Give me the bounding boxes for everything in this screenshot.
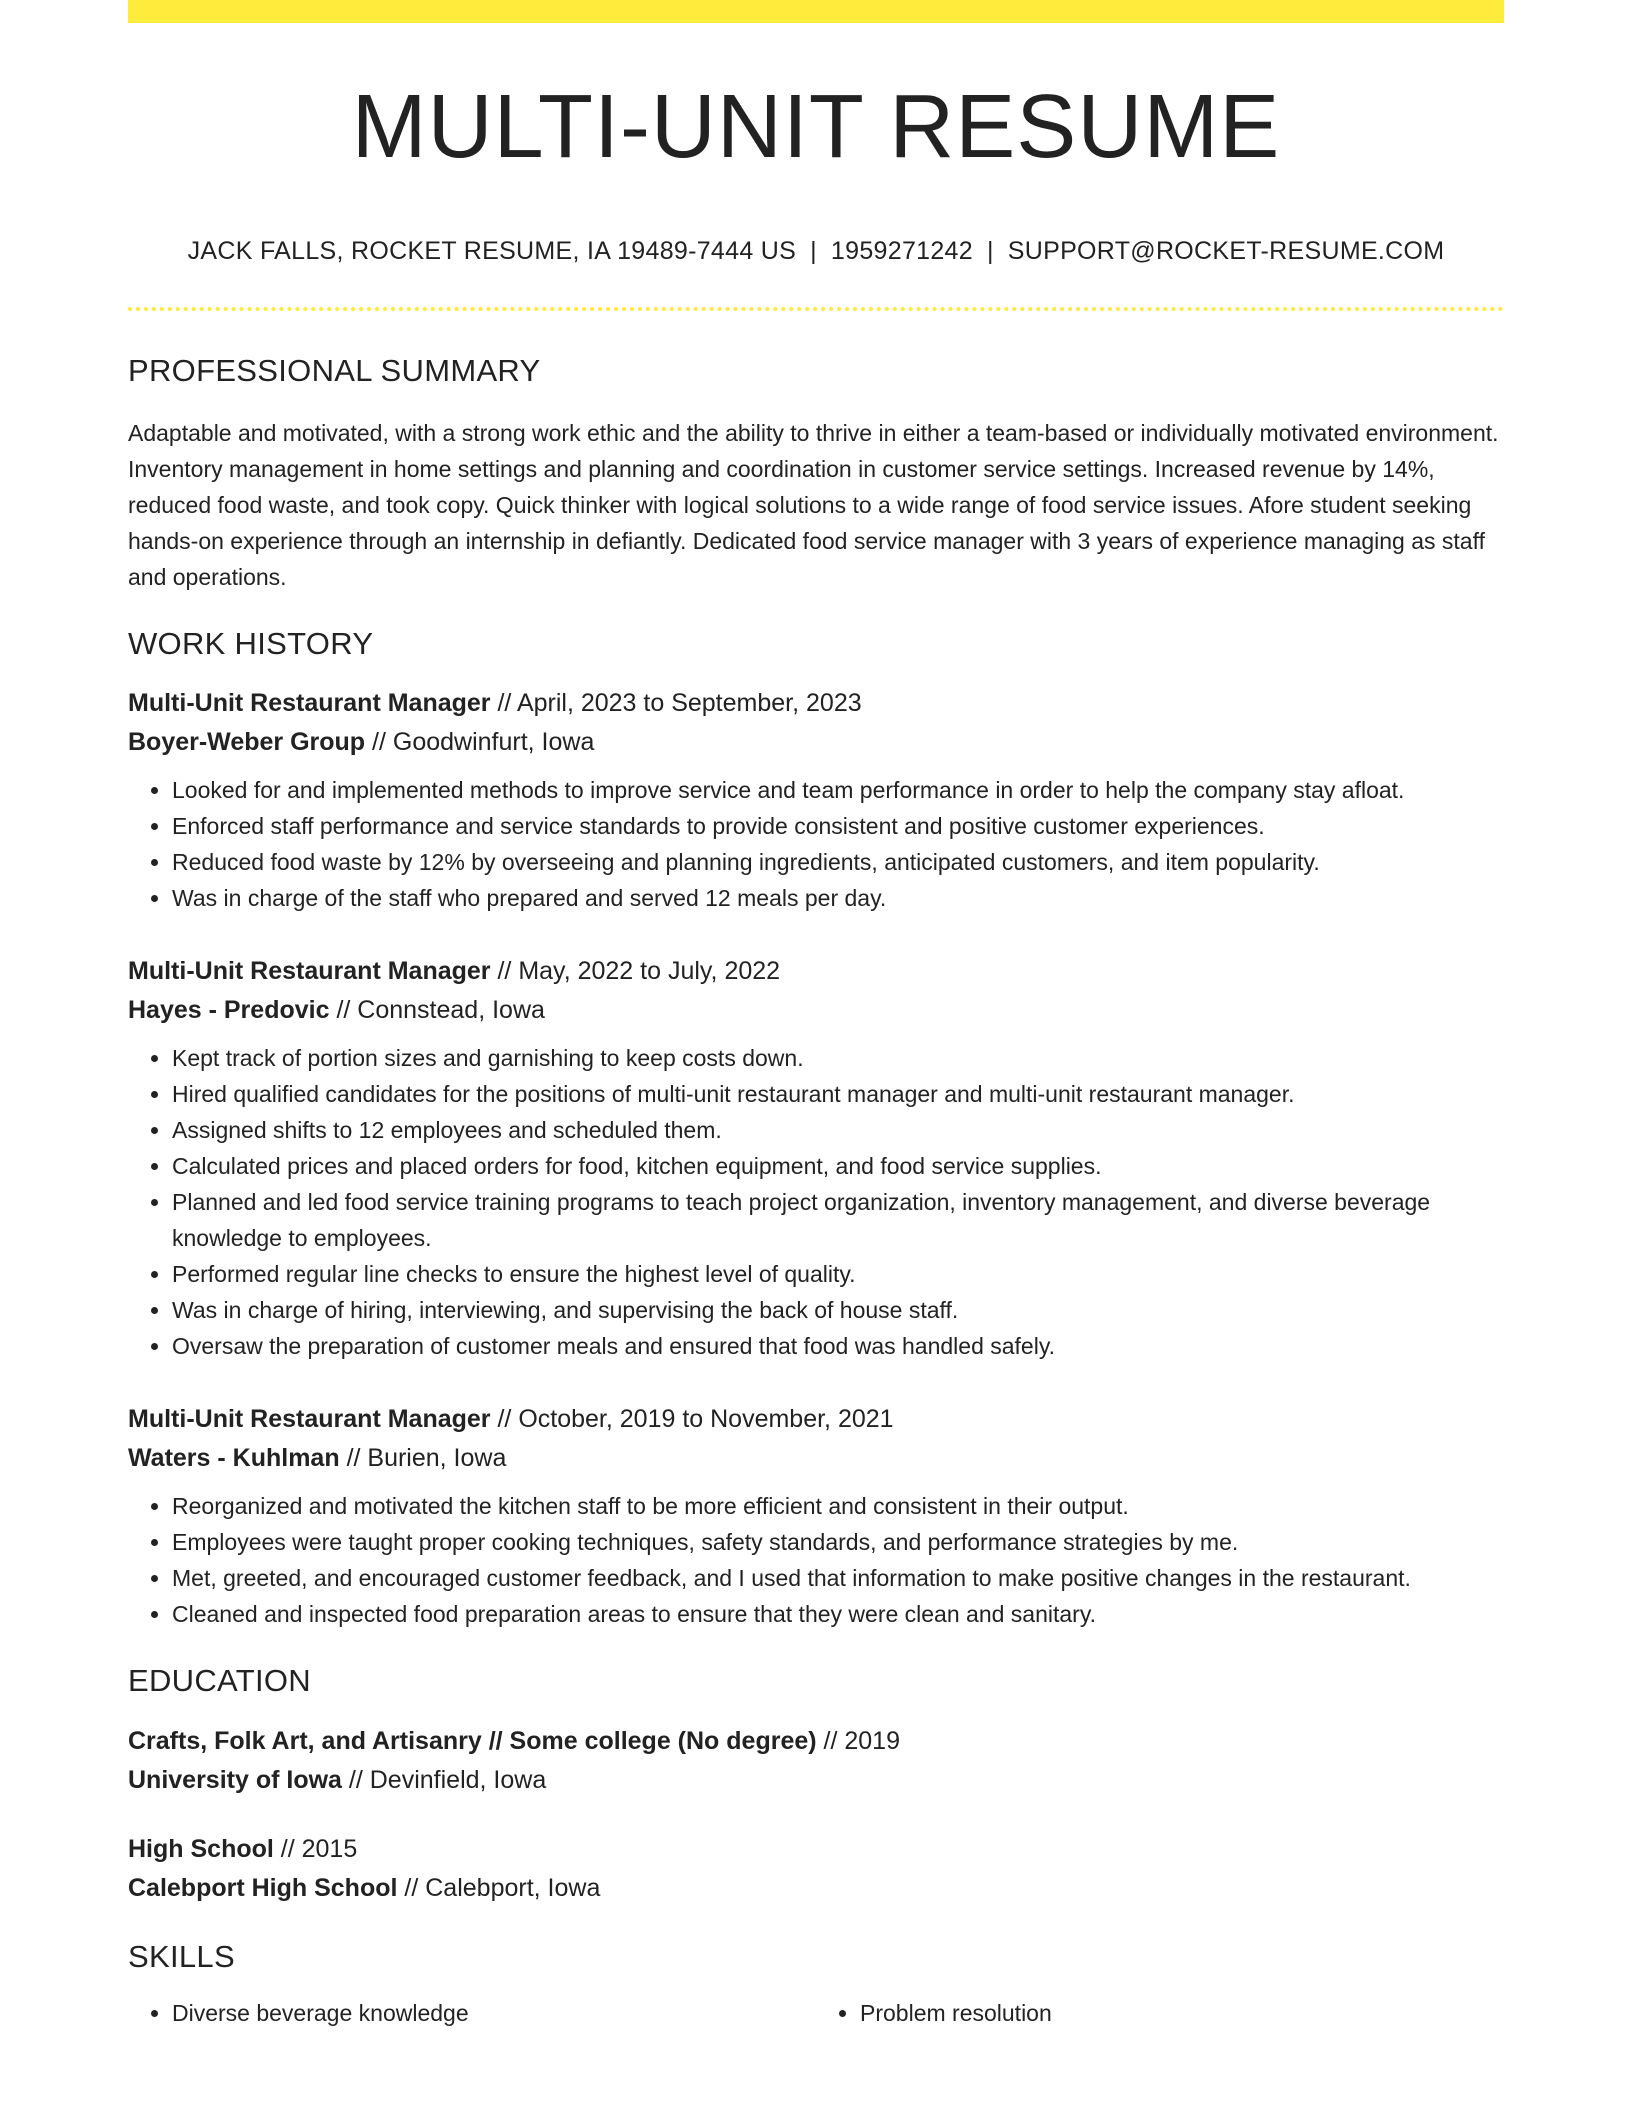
contact-separator: | (986, 237, 994, 265)
accent-top-bar (128, 0, 1504, 23)
contact-line (128, 237, 1504, 266)
job-company-line (128, 1439, 1504, 1478)
page-title: MULTI-UNIT RESUME (351, 77, 1281, 177)
education-degree-line (128, 1830, 1504, 1869)
bullet-item: • Was in charge of hiring, interviewing, and supervising the back of house staff. (172, 1292, 1504, 1328)
section-heading-summary: PROFESSIONAL SUMMARY (128, 353, 541, 388)
education-section (128, 1662, 1504, 1907)
education-year: // 2019 (823, 1726, 900, 1755)
job-entry (128, 684, 1504, 916)
job-company: Waters - Kuhlman (128, 1444, 340, 1473)
bullet-item: • Calculated prices and placed orders for food, kitchen equipment, and food service supplies. (172, 1148, 1504, 1184)
job-company-line (128, 723, 1504, 762)
dotted-divider (128, 307, 1504, 311)
job-company-line (128, 991, 1504, 1030)
job-dates: // April, 2023 to September, 2023 (497, 689, 862, 718)
job-location: // Connstead, Iowa (336, 996, 545, 1025)
contact-phone: 1959271242 (830, 237, 973, 265)
skills-right-column (816, 1995, 1504, 2031)
education-school-line (128, 1761, 1504, 1800)
education-year: // 2015 (280, 1834, 358, 1863)
section-heading-work: WORK HISTORY (128, 626, 374, 662)
summary-section (128, 352, 1504, 595)
education-location: // Devinfield, Iowa (348, 1765, 547, 1794)
summary-text: Adaptable and motivated, with a strong work ethic and the ability to thrive in either a team-based or individually motivated environment. Inventory management in home settings and planning and coordination in customer service settings. Increased revenue by 14%, reduced food waste, and took copy. Quick thinker with logical solutions to a wide range of food service issues. Afore student seeking hands-on experience through an internship in defiantly. Dedicated food service manager with 3 years of experience managing as staff and operations. (128, 420, 1499, 591)
skill-item: • Problem resolution (860, 1995, 1504, 2031)
bullet-item: • Met, greeted, and encouraged customer feedback, and I used that information to make positive changes in the restaurant. (172, 1560, 1504, 1596)
work-history-section (128, 625, 1504, 1632)
job-dates: // October, 2019 to November, 2021 (497, 1405, 894, 1434)
bullet-item: • Enforced staff performance and service standards to provide consistent and positive customer experiences. (172, 808, 1504, 844)
education-school: Calebport High School (128, 1873, 398, 1902)
bullet-item: • Cleaned and inspected food preparation areas to ensure that they were clean and sanitary. (172, 1596, 1504, 1632)
job-company: Hayes - Predovic (128, 996, 330, 1025)
skills-section (128, 1938, 1504, 2031)
job-entry (128, 1400, 1504, 1632)
bullet-item: • Reorganized and motivated the kitchen staff to be more efficient and consistent in their output. (172, 1488, 1504, 1524)
job-dates: // May, 2022 to July, 2022 (497, 957, 781, 986)
skill-item: • Diverse beverage knowledge (172, 1995, 816, 2031)
section-heading-education: EDUCATION (128, 1663, 311, 1699)
education-entry (128, 1722, 1504, 1800)
skills-left-column (128, 1995, 816, 2031)
job-title: Multi-Unit Restaurant Manager (128, 957, 491, 986)
bullet-item: • Planned and led food service training programs to teach project organization, inventory management, and diverse beverage knowledge to employees. (172, 1184, 1504, 1256)
bullet-item: • Was in charge of the staff who prepared and served 12 meals per day. (172, 880, 1504, 916)
job-company: Boyer-Weber Group (128, 728, 366, 757)
bullet-item: • Performed regular line checks to ensure the highest level of quality. (172, 1256, 1504, 1292)
job-title: Multi-Unit Restaurant Manager (128, 689, 491, 718)
bullet-item: • Oversaw the preparation of customer meals and ensured that food was handled safely. (172, 1328, 1504, 1364)
contact-email: SUPPORT@ROCKET-RESUME.COM (1007, 237, 1445, 265)
bullet-item: • Kept track of portion sizes and garnishing to keep costs down. (172, 1040, 1504, 1076)
job-title-line (128, 952, 1504, 991)
resume-content (128, 352, 1504, 2031)
education-entry (128, 1830, 1504, 1908)
bullet-item: • Looked for and implemented methods to improve service and team performance in order to help the company stay afloat. (172, 772, 1504, 808)
education-school-line (128, 1869, 1504, 1908)
education-degree: High School (128, 1834, 274, 1863)
bullet-item: • Employees were taught proper cooking techniques, safety standards, and performance strategies by me. (172, 1524, 1504, 1560)
job-bullets (128, 772, 1504, 916)
contact-address: JACK FALLS, ROCKET RESUME, IA 19489-7444 US (187, 237, 797, 265)
job-title-line (128, 1400, 1504, 1439)
bullet-item: • Hired qualified candidates for the positions of multi-unit restaurant manager and multi-unit restaurant manager. (172, 1076, 1504, 1112)
bullet-item: • Reduced food waste by 12% by overseeing and planning ingredients, anticipated customers, and item popularity. (172, 844, 1504, 880)
job-title-line (128, 684, 1504, 723)
job-location: // Burien, Iowa (346, 1444, 507, 1473)
job-bullets (128, 1040, 1504, 1364)
skills-columns (128, 1995, 1504, 2031)
education-location: // Calebport, Iowa (404, 1873, 601, 1902)
job-title: Multi-Unit Restaurant Manager (128, 1405, 491, 1434)
section-heading-skills: SKILLS (128, 1938, 235, 1974)
job-bullets (128, 1488, 1504, 1632)
job-location: // Goodwinfurt, Iowa (372, 728, 595, 757)
education-school: University of Iowa (128, 1765, 342, 1794)
bullet-item: • Assigned shifts to 12 employees and scheduled them. (172, 1112, 1504, 1148)
education-degree-line (128, 1722, 1504, 1761)
job-entry (128, 952, 1504, 1364)
education-degree: Crafts, Folk Art, and Artisanry // Some college (No degree) (128, 1726, 817, 1755)
contact-separator: | (810, 237, 817, 265)
